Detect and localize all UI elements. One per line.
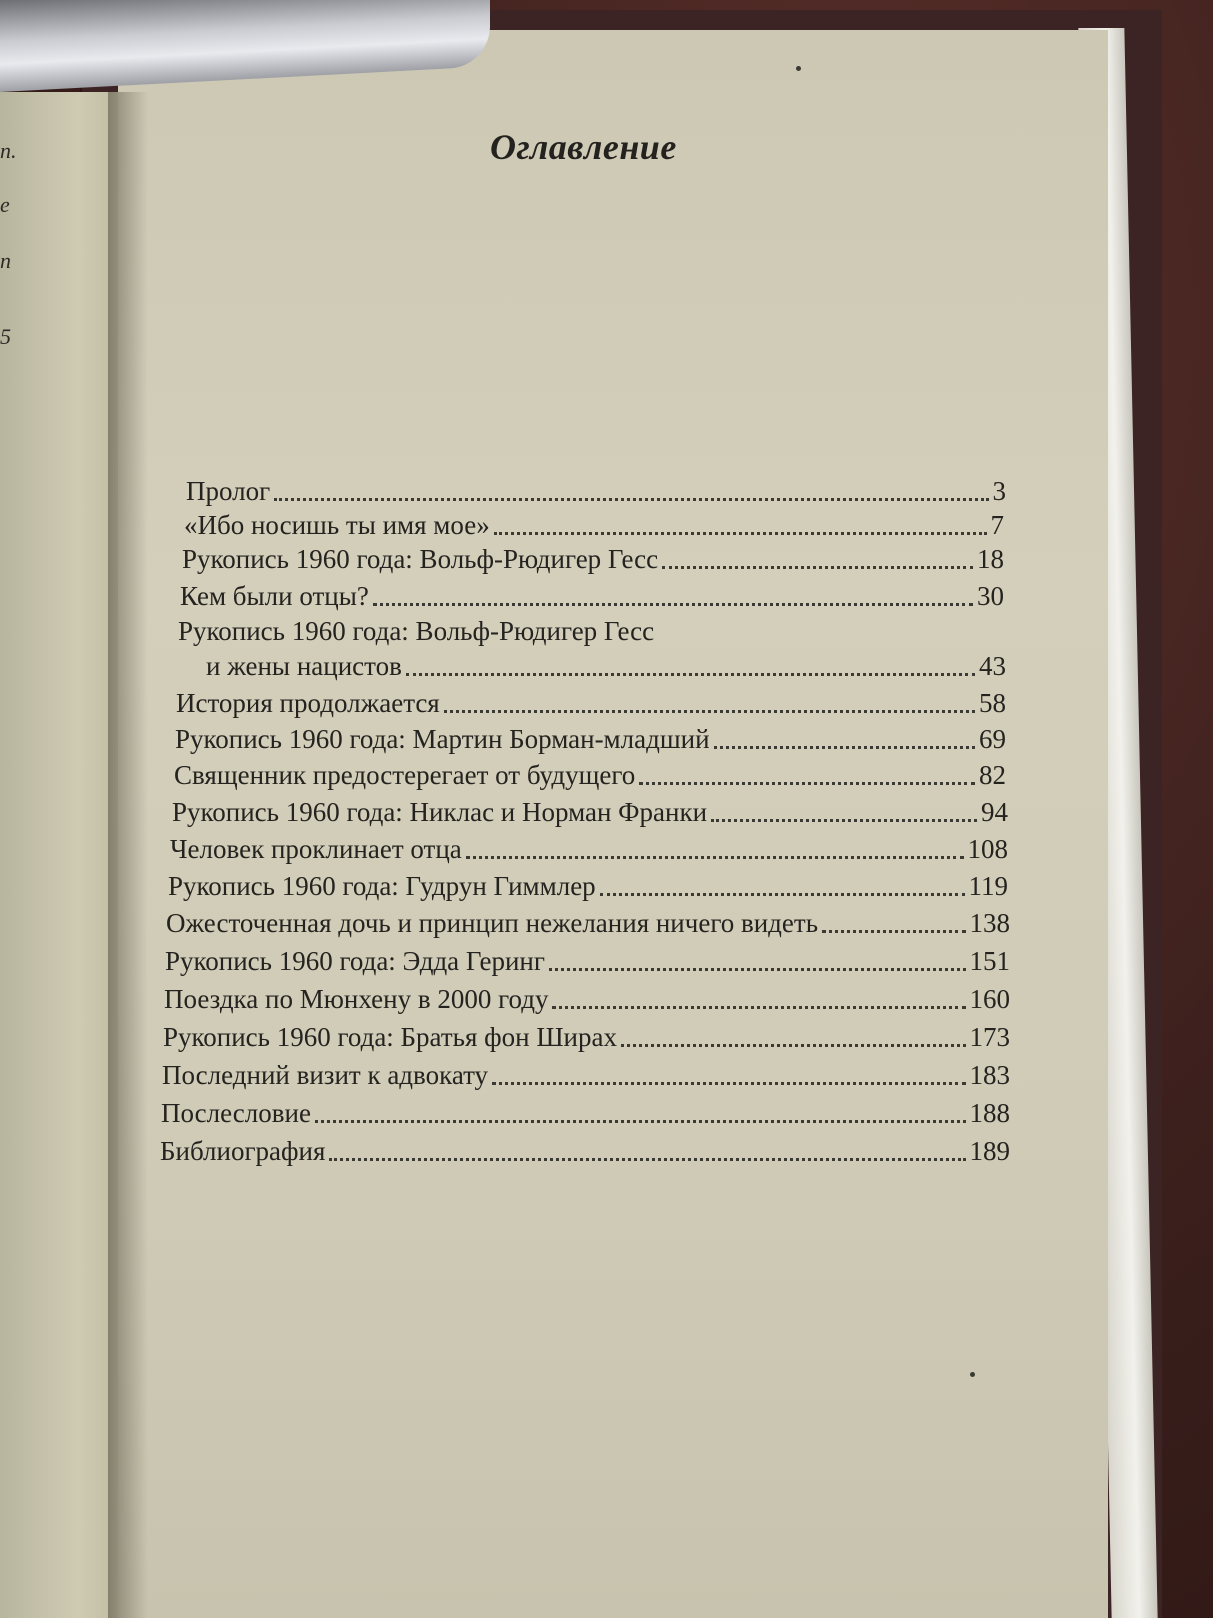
toc-entry-page: 58 [979, 688, 1006, 718]
left-page-fragment: п [0, 248, 11, 273]
toc-entry [172, 797, 1008, 828]
toc-leader-dots [822, 930, 965, 933]
toc-entry-page: 160 [969, 984, 1010, 1014]
toc-entry-page: 18 [977, 544, 1004, 574]
toc-entry [164, 984, 1010, 1015]
toc-entry-page: 7 [990, 510, 1004, 540]
toc-entry-title: Рукопись 1960 года: Братья фон Ширах [163, 1022, 617, 1052]
toc-entry-title: Рукопись 1960 года: Мартин Борман-младший [175, 724, 710, 754]
toc-entry [161, 1098, 1010, 1129]
toc-leader-dots [714, 746, 975, 749]
toc-entry-title: Ожесточенная дочь и принцип нежелания ничего видеть [166, 908, 819, 938]
toc-leader-dots [662, 566, 973, 569]
toc-entry-page: 173 [969, 1022, 1010, 1052]
toc-entry [175, 724, 1006, 755]
toc-entry [180, 581, 1004, 612]
toc-entry [163, 1022, 1010, 1053]
left-page-fragment: п. [0, 138, 17, 163]
toc-leader-dots [492, 1082, 965, 1085]
toc-entry-title: Священник предостерегает от будущего [174, 760, 636, 790]
toc-leader-dots [444, 710, 975, 713]
toc-leader-dots [406, 673, 975, 676]
toc-entry [166, 908, 1010, 939]
toc-entry-title: Пролог [186, 476, 271, 506]
toc-entry [160, 1136, 1010, 1167]
toc-leader-dots [373, 603, 973, 606]
toc-entry-page: 151 [969, 946, 1010, 976]
toc-entry [165, 946, 1010, 977]
toc-entry-page: 108 [967, 834, 1008, 864]
toc-entry-page: 82 [979, 760, 1006, 790]
toc-entry [168, 871, 1008, 902]
toc-entry-page: 138 [969, 908, 1010, 938]
page-title: Оглавление [490, 127, 677, 167]
toc-leader-dots [621, 1044, 966, 1047]
toc-leader-dots [494, 532, 987, 535]
toc-leader-dots [600, 893, 965, 896]
toc-leader-dots [639, 782, 975, 785]
toc-entry-title-continuation: и жены нацистов [206, 651, 402, 681]
toc-leader-dots [466, 856, 964, 859]
toc-entry-page: 43 [979, 651, 1006, 681]
toc-entry-page: 189 [969, 1136, 1010, 1166]
toc-entry-title: Последний визит к адвокату [162, 1060, 489, 1090]
toc-entry [174, 760, 1006, 791]
toc-entry-title: Рукопись 1960 года: Гудрун Гиммлер [168, 871, 596, 901]
toc-entry-title: Библиография [160, 1136, 326, 1166]
toc-entry [186, 476, 1006, 507]
toc-entry-page: 119 [968, 871, 1008, 901]
toc-entry-page: 69 [979, 724, 1006, 754]
toc-entry [184, 510, 1004, 541]
toc-leader-dots [329, 1158, 965, 1161]
toc-leader-dots [711, 819, 977, 822]
toc-entry-title: Поездка по Мюнхену в 2000 году [164, 984, 549, 1014]
toc-entry-title: «Ибо носишь ты имя мое» [184, 510, 490, 540]
toc-entry [162, 1060, 1010, 1091]
toc-entry-title: Рукопись 1960 года: Эдда Геринг [165, 946, 545, 976]
toc-entry-page: 188 [969, 1098, 1010, 1128]
toc-entry-page: 94 [981, 797, 1008, 827]
toc-entry-title: Рукопись 1960 года: Никлас и Норман Франки [172, 797, 708, 827]
toc-entry-page: 30 [977, 581, 1004, 611]
toc-entry-title: Рукопись 1960 года: Вольф-Рюдигер Гесс [182, 544, 659, 574]
toc-entry-page: 183 [969, 1060, 1010, 1090]
toc-entry [170, 834, 1008, 865]
toc-leader-dots [552, 1006, 965, 1009]
left-page-fragment: е [0, 192, 10, 217]
toc-entry [176, 688, 1006, 719]
toc-entry-title: Человек проклинает отца [170, 834, 462, 864]
toc-entry-page: 3 [992, 476, 1006, 506]
toc-entry-title: Послесловие [161, 1098, 311, 1128]
toc-entry [182, 544, 1004, 575]
toc-leader-dots [315, 1120, 966, 1123]
toc-entry-title: Рукопись 1960 года: Вольф-Рюдигер Гесс [178, 616, 655, 646]
toc-entry [206, 651, 1006, 682]
left-page-fragment: 5 [0, 324, 11, 349]
toc-entry-title: Кем были отцы? [180, 581, 369, 611]
toc-leader-dots [274, 498, 988, 501]
toc-leader-dots [549, 968, 966, 971]
toc-entry-title: История продолжается [176, 688, 440, 718]
